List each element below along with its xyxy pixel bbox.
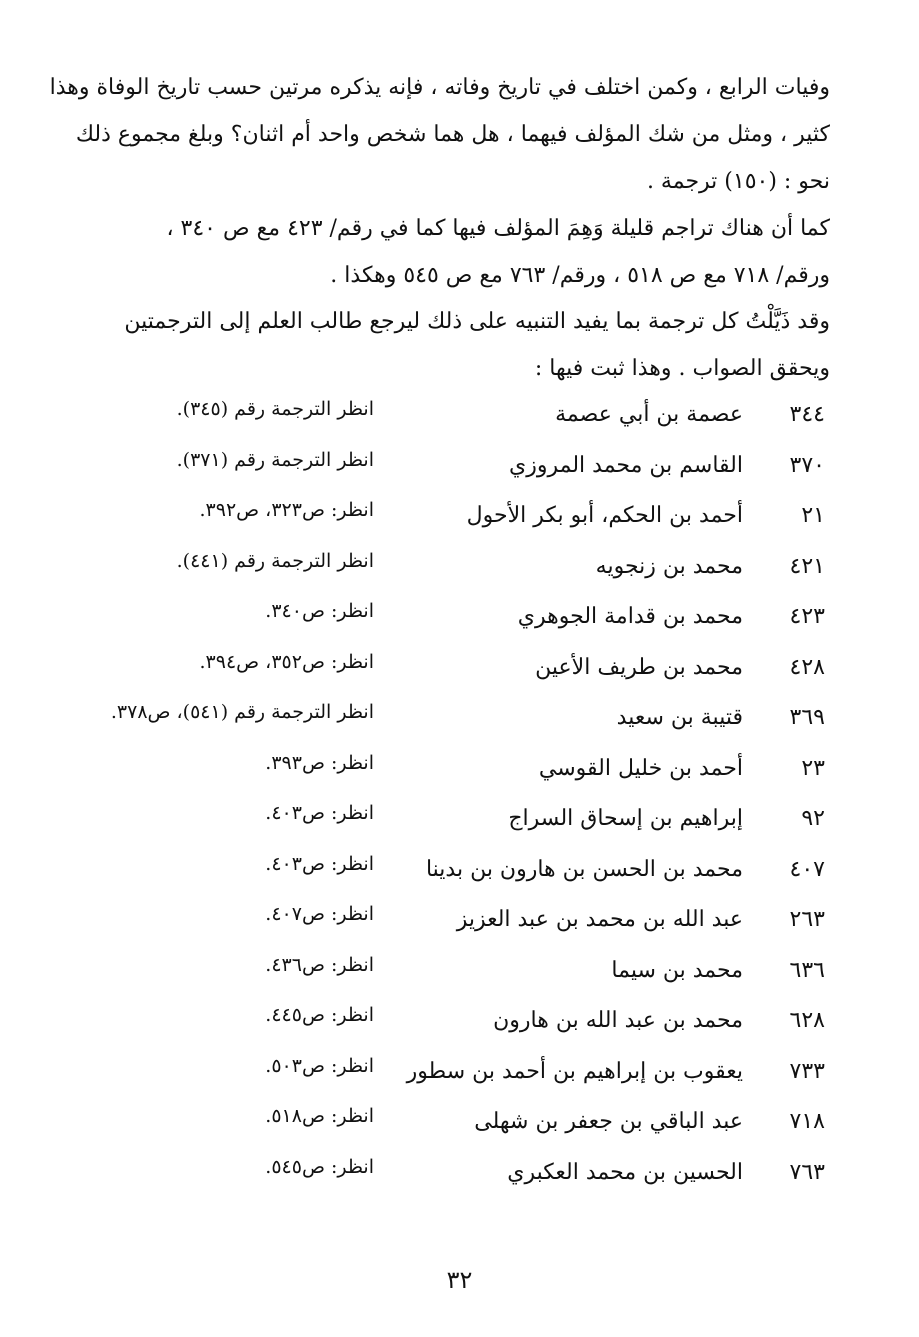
entry-name: الحسين بن محمد العكبري xyxy=(507,1159,743,1185)
entry-name: محمد بن سيما xyxy=(611,957,743,983)
paragraph-line: ورقم/ ٧١٨ مع ص ٥١٨ ، ورقم/ ٧٦٣ مع ص ٥٤٥ وهكذا . xyxy=(330,263,830,288)
list-item xyxy=(0,899,919,950)
paragraph-line: نحو : (١٥٠) ترجمة . xyxy=(646,169,830,194)
entry-number: ٣٤٤ xyxy=(789,402,825,427)
list-item xyxy=(0,697,919,748)
entry-number: ٣٧٠ xyxy=(789,452,825,478)
entry-reference: انظر: ص٤٤٥. xyxy=(265,1004,374,1026)
paragraph-line: كثير ، ومثل من شك المؤلف فيهما ، هل هما شخص واحد أم اثنان؟ وبلغ مجموع ذلك xyxy=(75,122,830,147)
entry-reference: انظر الترجمة رقم (٣٧١). xyxy=(176,448,374,471)
list-item xyxy=(0,495,919,546)
entry-name: محمد بن الحسن بن هارون بن بدينا xyxy=(425,856,743,882)
entry-name: عصمة بن أبي عصمة xyxy=(555,402,743,427)
page-number: ٣٢ xyxy=(446,1266,473,1294)
entry-name: أحمد بن خليل القوسي xyxy=(538,755,743,781)
entry-name: محمد بن عبد الله بن هارون xyxy=(493,1008,743,1033)
list-item xyxy=(0,445,919,496)
entry-reference: انظر الترجمة رقم (٣٤٥). xyxy=(176,398,374,420)
paragraph-line: وقد ذَيَّلْتُ كل ترجمة بما يفيد التنبيه على ذلك ليرجع طالب العلم إلى الترجمتين xyxy=(124,309,830,334)
list-item xyxy=(0,748,919,799)
entry-name: محمد بن زنجويه xyxy=(595,553,743,579)
list-item xyxy=(0,596,919,647)
entry-reference: انظر: ص٤٠٣. xyxy=(265,802,374,824)
biography-list xyxy=(0,394,919,1202)
entry-reference: انظر: ص٣٥٢، ص٣٩٤. xyxy=(199,650,374,673)
entry-name: عبد الباقي بن جعفر بن شهلى xyxy=(474,1109,743,1134)
list-item xyxy=(0,394,919,445)
entry-number: ٢٦٣ xyxy=(789,907,825,932)
entry-number: ٢١ xyxy=(801,503,825,528)
entry-number: ٣٦٩ xyxy=(789,705,825,730)
entry-number: ٤٢١ xyxy=(789,553,825,579)
list-item xyxy=(0,1101,919,1152)
appendix-paragraph xyxy=(100,298,830,392)
entry-reference: انظر: ص٣٤٠. xyxy=(265,600,374,622)
entry-reference: انظر: ص٤٣٦. xyxy=(265,953,374,976)
entry-name: محمد بن طريف الأعين xyxy=(535,654,743,680)
entry-name: محمد بن قدامة الجوهري xyxy=(517,604,743,629)
entry-number: ٧٣٣ xyxy=(789,1058,825,1084)
entry-name: يعقوب بن إبراهيم بن أحمد بن سطور xyxy=(406,1058,743,1084)
entry-number: ٩٢ xyxy=(801,806,825,831)
entry-name: القاسم بن محمد المروزي xyxy=(509,452,743,478)
entry-reference: انظر الترجمة رقم (٤٤١). xyxy=(176,549,374,572)
entry-reference: انظر: ص٣٩٣. xyxy=(265,751,374,774)
entry-number: ٦٣٦ xyxy=(789,957,825,983)
list-item xyxy=(0,1152,919,1203)
list-item xyxy=(0,647,919,698)
paragraph-line: ويحقق الصواب . وهذا ثبت فيها : xyxy=(534,356,830,381)
list-item xyxy=(0,950,919,1001)
paragraph-line: كما أن هناك تراجم قليلة وَهِمَ المؤلف فيها كما في رقم/ ٤٢٣ مع ص ٣٤٠ ، xyxy=(166,216,830,241)
list-item xyxy=(0,849,919,900)
errors-paragraph xyxy=(100,205,830,299)
entry-number: ٦٢٨ xyxy=(789,1008,825,1033)
entry-name: أحمد بن الحكم، أبو بكر الأحول xyxy=(466,503,743,528)
entry-reference: انظر: ص٤٠٧. xyxy=(265,903,374,925)
list-item xyxy=(0,1051,919,1102)
list-item xyxy=(0,546,919,597)
entry-reference: انظر: ص٥٤٥. xyxy=(265,1155,374,1178)
entry-reference: انظر: ص٣٢٣، ص٣٩٢. xyxy=(199,499,374,521)
entry-number: ٤٢٣ xyxy=(789,604,825,629)
entry-number: ٧٦٣ xyxy=(789,1159,825,1185)
entry-number: ٤٠٧ xyxy=(789,856,825,882)
list-item xyxy=(0,798,919,849)
entry-reference: انظر: ص٤٠٣. xyxy=(265,852,374,875)
list-item xyxy=(0,1000,919,1051)
intro-paragraph xyxy=(49,64,830,205)
entry-number: ٤٢٨ xyxy=(789,654,825,680)
entry-reference: انظر الترجمة رقم (٥٤١)، ص٣٧٨. xyxy=(110,701,374,723)
entry-reference: انظر: ص٥١٨. xyxy=(265,1105,374,1127)
entry-number: ٢٣ xyxy=(801,755,825,781)
entry-name: عبد الله بن محمد بن عبد العزيز xyxy=(456,907,743,932)
entry-reference: انظر: ص٥٠٣. xyxy=(265,1054,374,1077)
entry-number: ٧١٨ xyxy=(789,1109,825,1134)
entry-name: إبراهيم بن إسحاق السراج xyxy=(508,806,743,831)
paragraph-line: وفيات الرابع ، وكمن اختلف في تاريخ وفاته ، فإنه يذكره مرتين حسب تاريخ الوفاة وهذا xyxy=(49,75,830,100)
entry-name: قتيبة بن سعيد xyxy=(616,705,743,730)
